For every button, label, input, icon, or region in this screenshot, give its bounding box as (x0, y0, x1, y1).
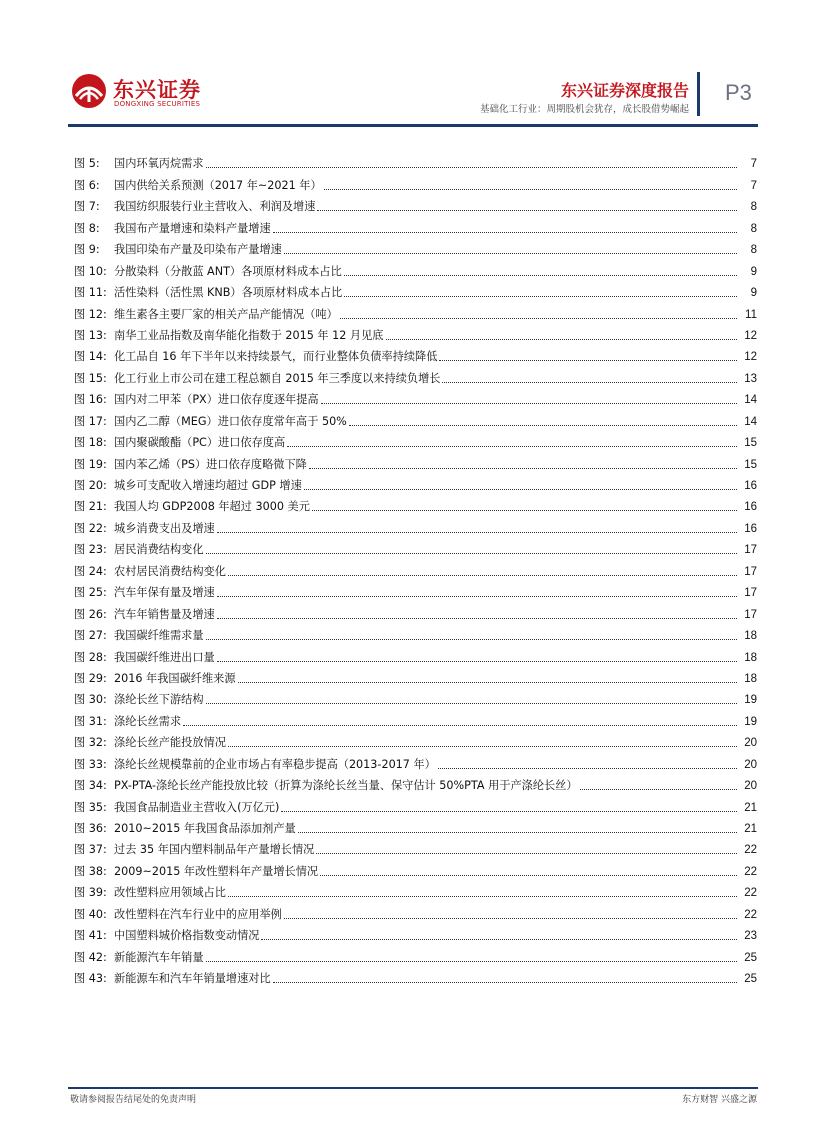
toc-entry[interactable] (74, 793, 757, 814)
toc-figure-title: 分散染料（分散蓝 ANT）各项原材料成本占比 (114, 264, 342, 278)
toc-entry-label (74, 543, 204, 557)
toc-figure-title: 中国塑料城价格指数变动情况 (114, 929, 260, 943)
toc-leader-dots (304, 488, 737, 490)
toc-figure-number: 图 19: (74, 457, 107, 471)
toc-page-number: 7 (750, 158, 757, 171)
toc-entry[interactable] (74, 322, 757, 343)
toc-leader-dots (344, 295, 737, 297)
toc-entry[interactable] (74, 514, 757, 535)
toc-entry-label (74, 522, 215, 536)
toc-entry[interactable] (74, 214, 757, 235)
toc-leader-dots (340, 317, 737, 319)
toc-page-number: 25 (744, 973, 757, 986)
toc-entry-label (74, 822, 296, 836)
toc-entry-label (74, 779, 578, 793)
toc-figure-title: 城乡消费支出及增速 (114, 521, 215, 535)
toc-entry-label (74, 179, 322, 193)
toc-leader-dots (238, 681, 737, 683)
toc-leader-dots (439, 359, 737, 361)
logo-mark-icon (70, 72, 108, 110)
toc-page-number: 9 (750, 265, 757, 278)
toc-figure-number: 图 26: (74, 607, 107, 621)
toc-entry-label (74, 243, 282, 257)
toc-figure-title: 涤纶长丝需求 (114, 714, 182, 728)
toc-page-number: 19 (744, 715, 757, 728)
toc-figure-number: 图 41: (74, 929, 107, 943)
toc-page-number: 12 (744, 329, 757, 342)
toc-entry[interactable] (74, 879, 757, 900)
toc-entry[interactable] (74, 579, 757, 600)
toc-page-number: 25 (744, 951, 757, 964)
toc-page-number: 13 (744, 372, 757, 385)
toc-figure-number: 图 12: (74, 307, 107, 321)
toc-figure-title: 居民消费结构变化 (114, 543, 204, 557)
toc-figure-number: 图 8: (74, 221, 100, 235)
toc-page-number: 17 (744, 565, 757, 578)
toc-figure-title: 2010~2015 年我国食品添加剂产量 (114, 822, 296, 835)
toc-leader-dots (316, 852, 737, 854)
toc-entry[interactable] (74, 772, 757, 793)
toc-entry[interactable] (74, 707, 757, 728)
toc-figure-title: 国内苯乙烯（PS）进口依存度略微下降 (114, 457, 307, 471)
toc-entry-label (74, 801, 279, 815)
toc-figure-title: 涤纶长丝下游结构 (114, 693, 204, 707)
toc-entry[interactable] (74, 600, 757, 621)
toc-leader-dots (228, 745, 737, 747)
toc-leader-dots (317, 209, 737, 211)
toc-leader-dots (442, 381, 737, 383)
toc-figure-title: 南华工业品指数及南华能化指数于 2015 年 12 月见底 (114, 328, 384, 342)
toc-page-number: 20 (744, 758, 757, 771)
toc-entry-label (74, 436, 285, 450)
toc-entry-label (74, 586, 215, 600)
toc-figure-title: 农村居民消费结构变化 (114, 564, 226, 578)
toc-figure-number: 图 32: (74, 736, 107, 750)
toc-entry-label (74, 843, 314, 857)
toc-figure-number: 图 18: (74, 436, 107, 450)
toc-leader-dots (228, 895, 737, 897)
toc-figure-number: 图 30: (74, 693, 107, 707)
toc-leader-dots (321, 402, 737, 404)
toc-leader-dots (261, 938, 737, 940)
toc-figure-title: 我国布产量增速和染料产量增速 (114, 221, 271, 235)
figure-list (74, 150, 757, 986)
toc-entry[interactable] (74, 472, 757, 493)
toc-figure-title: 国内对二甲苯（PX）进口依存度逐年提高 (114, 393, 319, 407)
toc-entry[interactable] (74, 407, 757, 428)
toc-leader-dots (206, 166, 737, 168)
toc-entry-label (74, 651, 215, 665)
logo-english-name: DONGXING SECURITIES (114, 100, 201, 108)
toc-leader-dots (273, 981, 737, 983)
toc-entry[interactable] (74, 965, 757, 986)
toc-entry[interactable] (74, 900, 757, 921)
toc-entry[interactable] (74, 279, 757, 300)
toc-entry[interactable] (74, 857, 757, 878)
toc-entry-label (74, 265, 342, 279)
toc-entry-label (74, 736, 226, 750)
toc-figure-title: 国内乙二醇（MEG）进口依存度常年高于 50% (114, 414, 347, 428)
toc-figure-number: 图 27: (74, 629, 107, 643)
toc-figure-number: 图 33: (74, 757, 107, 771)
toc-figure-number: 图 25: (74, 586, 107, 600)
toc-figure-number: 图 40: (74, 907, 107, 921)
toc-entry[interactable] (74, 922, 757, 943)
toc-figure-number: 图 11: (74, 286, 107, 300)
toc-entry[interactable] (74, 343, 757, 364)
toc-entry-label (74, 286, 342, 300)
toc-entry-label (74, 908, 282, 922)
toc-figure-title: 我国人均 GDP2008 年超过 3000 美元 (114, 500, 310, 514)
toc-figure-title: 国内供给关系预测（2017 年~2021 年） (114, 178, 322, 192)
toc-figure-title: 城乡可支配收入增速均超过 GDP 增速 (114, 479, 302, 492)
toc-leader-dots (206, 638, 737, 640)
toc-leader-dots (217, 595, 737, 597)
toc-leader-dots (287, 445, 737, 447)
toc-entry-label (74, 929, 259, 943)
toc-leader-dots (324, 188, 737, 190)
toc-leader-dots (580, 788, 737, 790)
toc-figure-number: 图 21: (74, 500, 107, 514)
toc-entry[interactable] (74, 364, 757, 385)
toc-entry[interactable] (74, 557, 757, 578)
header-rule (68, 124, 758, 127)
toc-page-number: 15 (744, 458, 757, 471)
toc-leader-dots (312, 509, 737, 511)
toc-entry-label (74, 415, 347, 429)
toc-entry-label (74, 629, 204, 643)
toc-leader-dots (281, 810, 737, 812)
toc-page-number: 7 (750, 179, 757, 192)
toc-figure-number: 图 37: (74, 843, 107, 857)
toc-page-number: 18 (744, 651, 757, 664)
toc-leader-dots (309, 467, 737, 469)
toc-figure-title: 化工行业上市公司在建工程总额自 2015 年三季度以来持续负增长 (114, 371, 441, 385)
toc-figure-number: 图 9: (74, 243, 100, 257)
toc-entry-label (74, 972, 271, 986)
toc-figure-title: 化工品自 16 年下半年以来持续景气，而行业整体负债率持续降低 (114, 350, 438, 364)
toc-entry[interactable] (74, 729, 757, 750)
toc-page-number: 18 (744, 672, 757, 685)
toc-figure-title: 2009~2015 年改性塑料年产量增长情况 (114, 864, 319, 878)
toc-figure-number: 图 5: (74, 157, 100, 171)
toc-figure-title: 国内环氧丙烷需求 (114, 157, 204, 171)
toc-entry[interactable] (74, 386, 757, 407)
toc-entry[interactable] (74, 643, 757, 664)
header-divider (697, 72, 700, 116)
toc-figure-title: 改性塑料应用领域占比 (114, 886, 226, 900)
toc-leader-dots (284, 252, 737, 254)
toc-entry[interactable] (74, 686, 757, 707)
toc-entry-label (74, 565, 226, 579)
toc-figure-title: 我国碳纤维需求量 (114, 629, 204, 643)
toc-figure-title: 2016 年我国碳纤维来源 (114, 671, 236, 685)
toc-page-number: 15 (744, 437, 757, 450)
toc-figure-number: 图 24: (74, 564, 107, 578)
toc-entry[interactable] (74, 257, 757, 278)
toc-entry-label (74, 458, 307, 472)
toc-entry[interactable] (74, 836, 757, 857)
toc-page-number: 14 (744, 394, 757, 407)
toc-leader-dots (386, 338, 738, 340)
toc-figure-number: 图 13: (74, 328, 107, 342)
toc-entry[interactable] (74, 450, 757, 471)
page-number: P3 (725, 80, 752, 105)
toc-page-number: 9 (750, 287, 757, 300)
toc-page-number: 21 (744, 801, 757, 814)
toc-figure-title: 新能源汽车年销量 (114, 950, 204, 964)
toc-page-number: 22 (744, 887, 757, 900)
toc-figure-number: 图 28: (74, 650, 107, 664)
toc-entry-label (74, 308, 338, 322)
toc-figure-title: 我国印染布产量及印染布产量增速 (114, 243, 282, 257)
report-subtitle: 基础化工行业：周期股机会犹存，成长股借势崛起 (479, 104, 689, 115)
toc-figure-number: 图 22: (74, 521, 107, 535)
toc-page-number: 12 (744, 351, 757, 364)
logo-chinese-name: 东兴证券 (113, 78, 201, 102)
toc-figure-number: 图 34: (74, 779, 107, 793)
toc-leader-dots (217, 531, 737, 533)
toc-entry[interactable] (74, 150, 757, 171)
toc-entry-label (74, 672, 236, 686)
toc-leader-dots (298, 831, 737, 833)
company-logo (70, 72, 201, 112)
toc-figure-number: 图 35: (74, 800, 107, 814)
toc-entry[interactable] (74, 943, 757, 964)
toc-page-number: 17 (744, 587, 757, 600)
footer-slogan: 东方财智 兴盛之源 (682, 1095, 757, 1105)
toc-page-number: 16 (744, 501, 757, 514)
toc-figure-title: 活性染料（活性黑 KNB）各项原材料成本占比 (114, 286, 343, 300)
toc-figure-title: 汽车年销售量及增速 (114, 607, 215, 621)
toc-figure-number: 图 43: (74, 972, 107, 986)
toc-page-number: 17 (744, 608, 757, 621)
toc-entry[interactable] (74, 300, 757, 321)
toc-leader-dots (349, 424, 737, 426)
toc-leader-dots (217, 660, 737, 662)
toc-page-number: 20 (744, 737, 757, 750)
toc-entry-label (74, 865, 318, 879)
toc-page-number: 22 (744, 908, 757, 921)
toc-leader-dots (284, 917, 737, 919)
toc-figure-number: 图 42: (74, 950, 107, 964)
toc-figure-number: 图 7: (74, 200, 100, 214)
toc-entry-label (74, 393, 319, 407)
toc-leader-dots (206, 702, 737, 704)
toc-page-number: 20 (744, 780, 757, 793)
toc-leader-dots (273, 231, 737, 233)
toc-figure-number: 图 14: (74, 350, 107, 364)
toc-page-number: 16 (744, 480, 757, 492)
toc-figure-title: 我国食品制造业主营收入(万亿元) (114, 800, 280, 814)
report-title: 东兴证券深度报告 (560, 81, 689, 100)
toc-page-number: 19 (744, 694, 757, 707)
toc-entry[interactable] (74, 171, 757, 192)
toc-leader-dots (206, 960, 737, 962)
toc-entry-label (74, 886, 226, 900)
toc-entry-label (74, 951, 204, 965)
toc-figure-number: 图 31: (74, 714, 107, 728)
toc-entry[interactable] (74, 236, 757, 257)
toc-figure-number: 图 29: (74, 671, 107, 685)
toc-page-number: 18 (744, 630, 757, 643)
toc-page-number: 23 (744, 930, 757, 943)
toc-figure-title: 我国纺织服装行业主营收入、利润及增速 (114, 200, 316, 214)
toc-figure-title: 改性塑料在汽车行业中的应用举例 (114, 907, 282, 921)
toc-page-number: 8 (750, 244, 757, 257)
toc-page-number: 8 (750, 201, 757, 214)
toc-leader-dots (206, 552, 737, 554)
toc-figure-title: PX-PTA-涤纶长丝产能投放比较（折算为涤纶长丝当量、保守估计 50%PTA 用于产涤纶长丝） (114, 779, 578, 793)
toc-figure-number: 图 23: (74, 543, 107, 557)
toc-figure-number: 图 20: (74, 479, 107, 492)
toc-figure-title: 国内聚碳酸酯（PC）进口依存度高 (114, 436, 286, 450)
toc-page-number: 17 (744, 544, 757, 557)
toc-figure-title: 过去 35 年国内塑料制品年产量增长情况 (114, 843, 315, 857)
toc-figure-number: 图 17: (74, 414, 107, 428)
toc-leader-dots (344, 274, 737, 276)
toc-leader-dots (228, 574, 737, 576)
toc-figure-number: 图 16: (74, 393, 107, 407)
toc-page-number: 8 (750, 222, 757, 235)
toc-leader-dots (320, 874, 737, 876)
toc-entry-label (74, 372, 440, 386)
toc-leader-dots (183, 724, 737, 726)
toc-figure-title: 新能源车和汽车年销量增速对比 (114, 972, 271, 986)
toc-figure-number: 图 39: (74, 886, 107, 900)
toc-entry-label (74, 222, 271, 236)
toc-entry[interactable] (74, 429, 757, 450)
toc-entry[interactable] (74, 750, 757, 771)
toc-figure-number: 图 6: (74, 178, 100, 192)
toc-figure-number: 图 36: (74, 822, 107, 835)
toc-page-number: 16 (744, 522, 757, 535)
toc-page-number: 21 (744, 823, 757, 835)
toc-page-number: 22 (744, 865, 757, 878)
footer-rule (68, 1087, 758, 1089)
toc-page-number: 22 (744, 844, 757, 857)
toc-entry[interactable] (74, 622, 757, 643)
toc-leader-dots (217, 617, 737, 619)
toc-figure-title: 涤纶长丝产能投放情况 (114, 736, 226, 750)
toc-entry[interactable] (74, 665, 757, 686)
toc-figure-number: 图 10: (74, 264, 107, 278)
toc-entry-label (74, 350, 437, 364)
toc-entry[interactable] (74, 193, 757, 214)
toc-entry[interactable] (74, 536, 757, 557)
toc-entry-label (74, 758, 436, 772)
toc-entry-label (74, 329, 384, 343)
toc-entry-label (74, 693, 204, 707)
toc-page-number: 11 (745, 308, 757, 321)
toc-figure-title: 维生素各主要厂家的相关产品产能情况（吨） (114, 307, 338, 321)
toc-entry-label (74, 608, 215, 622)
toc-figure-number: 图 38: (74, 864, 107, 878)
toc-leader-dots (438, 767, 737, 769)
toc-entry-label (74, 715, 181, 729)
toc-entry-label (74, 500, 310, 514)
toc-entry[interactable] (74, 815, 757, 836)
toc-entry-label (74, 157, 204, 171)
footer-disclaimer: 敬请参阅报告结尾处的免责声明 (70, 1095, 197, 1105)
toc-figure-title: 涤纶长丝规模靠前的企业市场占有率稳步提高（2013-2017 年） (114, 757, 436, 771)
toc-page-number: 14 (744, 415, 757, 428)
page-header (0, 0, 827, 130)
toc-entry-label (74, 200, 315, 214)
toc-figure-title: 汽车年保有量及增速 (114, 586, 215, 600)
toc-figure-title: 我国碳纤维进出口量 (114, 650, 215, 664)
toc-entry[interactable] (74, 493, 757, 514)
toc-figure-number: 图 15: (74, 371, 107, 385)
toc-entry-label (74, 479, 302, 493)
